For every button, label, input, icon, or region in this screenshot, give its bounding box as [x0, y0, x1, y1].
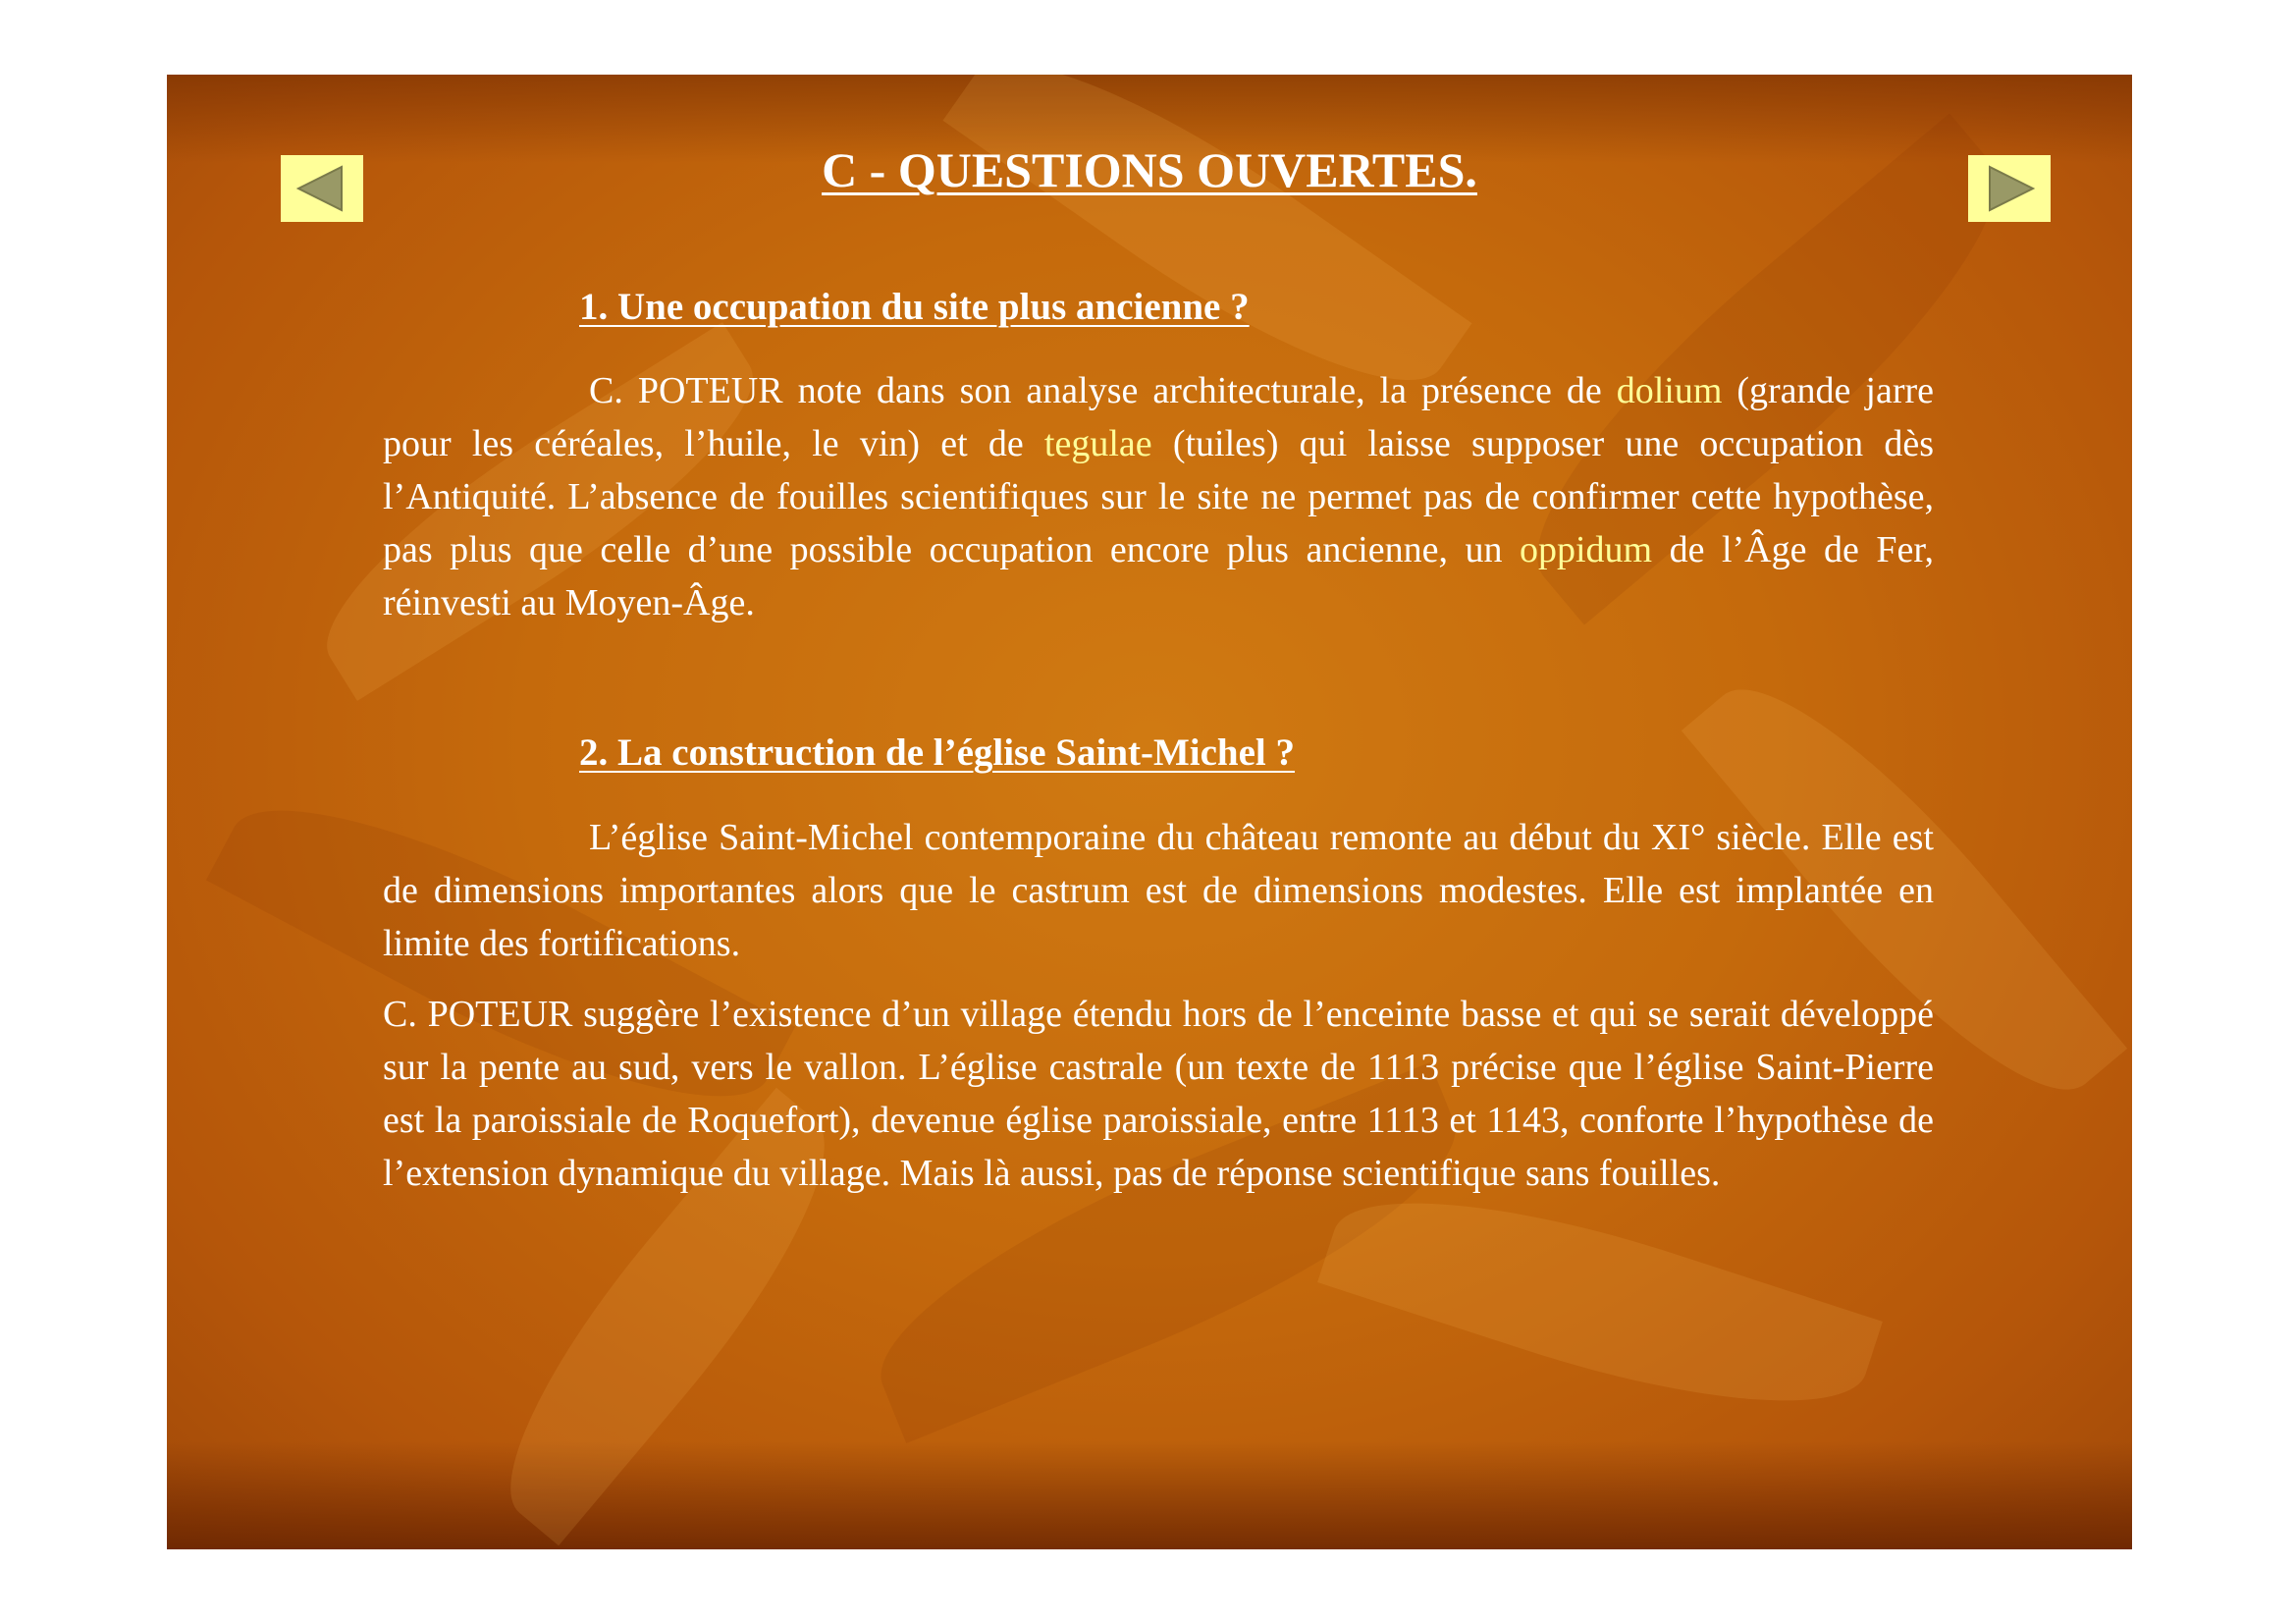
section-1-paragraph	[383, 364, 1934, 629]
term-tegulae: tegulae	[1043, 423, 1152, 464]
section-1-heading: 1. Une occupation du site plus ancienne ?	[579, 286, 1250, 328]
term-dolium: dolium	[1616, 370, 1723, 411]
section-2-heading: 2. La construction de l’église Saint-Michel ?	[579, 731, 1296, 774]
slide-title: C - QUESTIONS OUVERTES.	[822, 142, 1477, 197]
text-run: (grande jarre pour les céréales, l’huile, le vin) et de	[383, 370, 1934, 464]
section-2-paragraph-1: L’église Saint-Michel contemporaine du château remonte au début du XI° siècle. Elle est de dimensions importantes alors que le castrum est de dimensions modestes. Elle est implantée en limite des fortifications.	[383, 817, 1934, 964]
text-run: de l’Âge de Fer, réinvesti au Moyen-Âge.	[383, 529, 1934, 623]
section-2-paragraph-2: C. POTEUR suggère l’existence d’un village étendu hors de l’enceinte basse et qui se serait développé sur la pente au sud, vers le vallon. L’église castrale (un texte de 1113 précise que l’église Saint-Pierre est la paroissiale de Roquefort), devenue église paroissiale, entre 1113 et 1143, conforte l’hypothèse de l’extension dynamique du village. Mais là aussi, pas de réponse scientifique sans fouilles.	[383, 994, 1934, 1194]
slide	[167, 75, 2132, 1549]
text-run: C. POTEUR note dans son analyse architecturale, la présence de	[589, 370, 1617, 411]
text-run: (tuiles) qui laisse supposer une occupation dès l’Antiquité. L’absence de fouilles scientifiques sur le site ne permet pas de confirmer cette hypothèse, pas plus que celle d’une possible occupation encore plus ancienne, un	[383, 423, 1934, 570]
term-oppidum: oppidum	[1519, 529, 1653, 570]
